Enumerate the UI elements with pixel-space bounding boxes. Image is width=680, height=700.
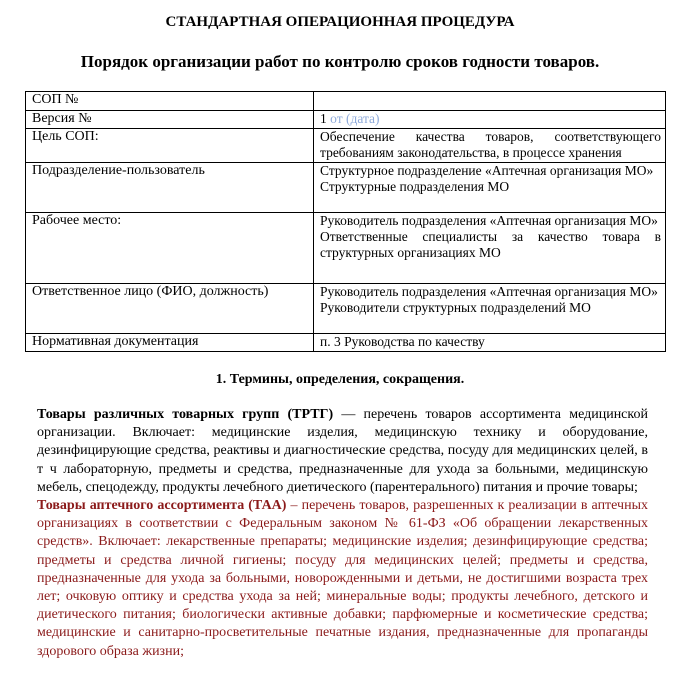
row-label: Нормативная документация: [26, 334, 314, 352]
section-heading: 1. Термины, определения, сокращения.: [215, 372, 465, 387]
table-row: [26, 92, 666, 111]
table-row: [26, 111, 666, 129]
row-label: Цель СОП:: [26, 129, 314, 163]
term-paragraph: [37, 497, 648, 661]
date-placeholder: от (дата): [330, 111, 380, 126]
row-value: [314, 92, 666, 111]
row-value: Руководитель подразделения «Аптечная организация МО» Руководители структурных подразделений МО: [314, 284, 666, 334]
row-value: п. 3 Руководства по качеству: [314, 334, 666, 352]
table-row: [26, 284, 666, 334]
table-row: [26, 163, 666, 213]
row-label: Рабочее место:: [26, 213, 314, 284]
term-name: Товары различных товарных групп (ТРТГ): [37, 407, 334, 422]
table-row: [26, 213, 666, 284]
table-row: [26, 334, 666, 352]
section-body: [37, 406, 648, 661]
document-subtitle: Порядок организации работ по контролю сроков годности товаров.: [80, 52, 600, 71]
term-definition: — перечень товаров ассортимента медицинской организации. Включает: медицинские изделия, медицинскую технику и оборудование, дезинфицирующие средства, реактивы и диагностические средства, посуду для медицинских целей, в т ч лабораторную, предметы и средства, предназначенные для ухода за больными, медицинскую мебель, спецодежду, продукты лечебного диетического (парентерального) питания и прочие товары;: [37, 407, 648, 495]
document-title: СТАНДАРТНАЯ ОПЕРАЦИОННАЯ ПРОЦЕДУРА: [165, 14, 515, 30]
term-definition: – перечень товаров, разрешенных к реализации в аптечных организациях в соответствии с Федеральным законом № 61-ФЗ «Об обращении лекарственных средств». Включает: лекарственные препараты; медицинские изделия; дезинфицирующие средства; предметы и средства личной гигиены; посуду для медицинских целей; предметы и средства, предназначенные для ухода за больными, новорожденными и детьми, не достигшими возраста трех лет; очковую оптику и средства ухода за ней; минеральные воды; продукты лечебного, детского и диетического питания; биологически активные добавки; парфюмерные и косметические средства; медицинские и санитарно-просветительные печатные издания, предназначенные для пропаганды здорового образа жизни;: [37, 498, 648, 659]
row-value: Обеспечение качества товаров, соответствующего требованиям законодательства, в процессе хранения: [314, 129, 666, 163]
row-label: СОП №: [26, 92, 314, 111]
row-label: Версия №: [26, 111, 314, 129]
row-label: Ответственное лицо (ФИО, должность): [26, 284, 314, 334]
sop-info-table: [25, 91, 666, 352]
row-value: Руководитель подразделения «Аптечная организация МО» Ответственные специалисты за качество товара в структурных организациях МО: [314, 213, 666, 284]
row-label: Подразделение-пользователь: [26, 163, 314, 213]
row-value: Структурное подразделение «Аптечная организация МО» Структурные подразделения МО: [314, 163, 666, 213]
row-value: 1 от (дата): [314, 111, 666, 129]
table-row: [26, 129, 666, 163]
term-paragraph: [37, 406, 648, 497]
term-name: Товары аптечного ассортимента (ТАА): [37, 498, 287, 514]
